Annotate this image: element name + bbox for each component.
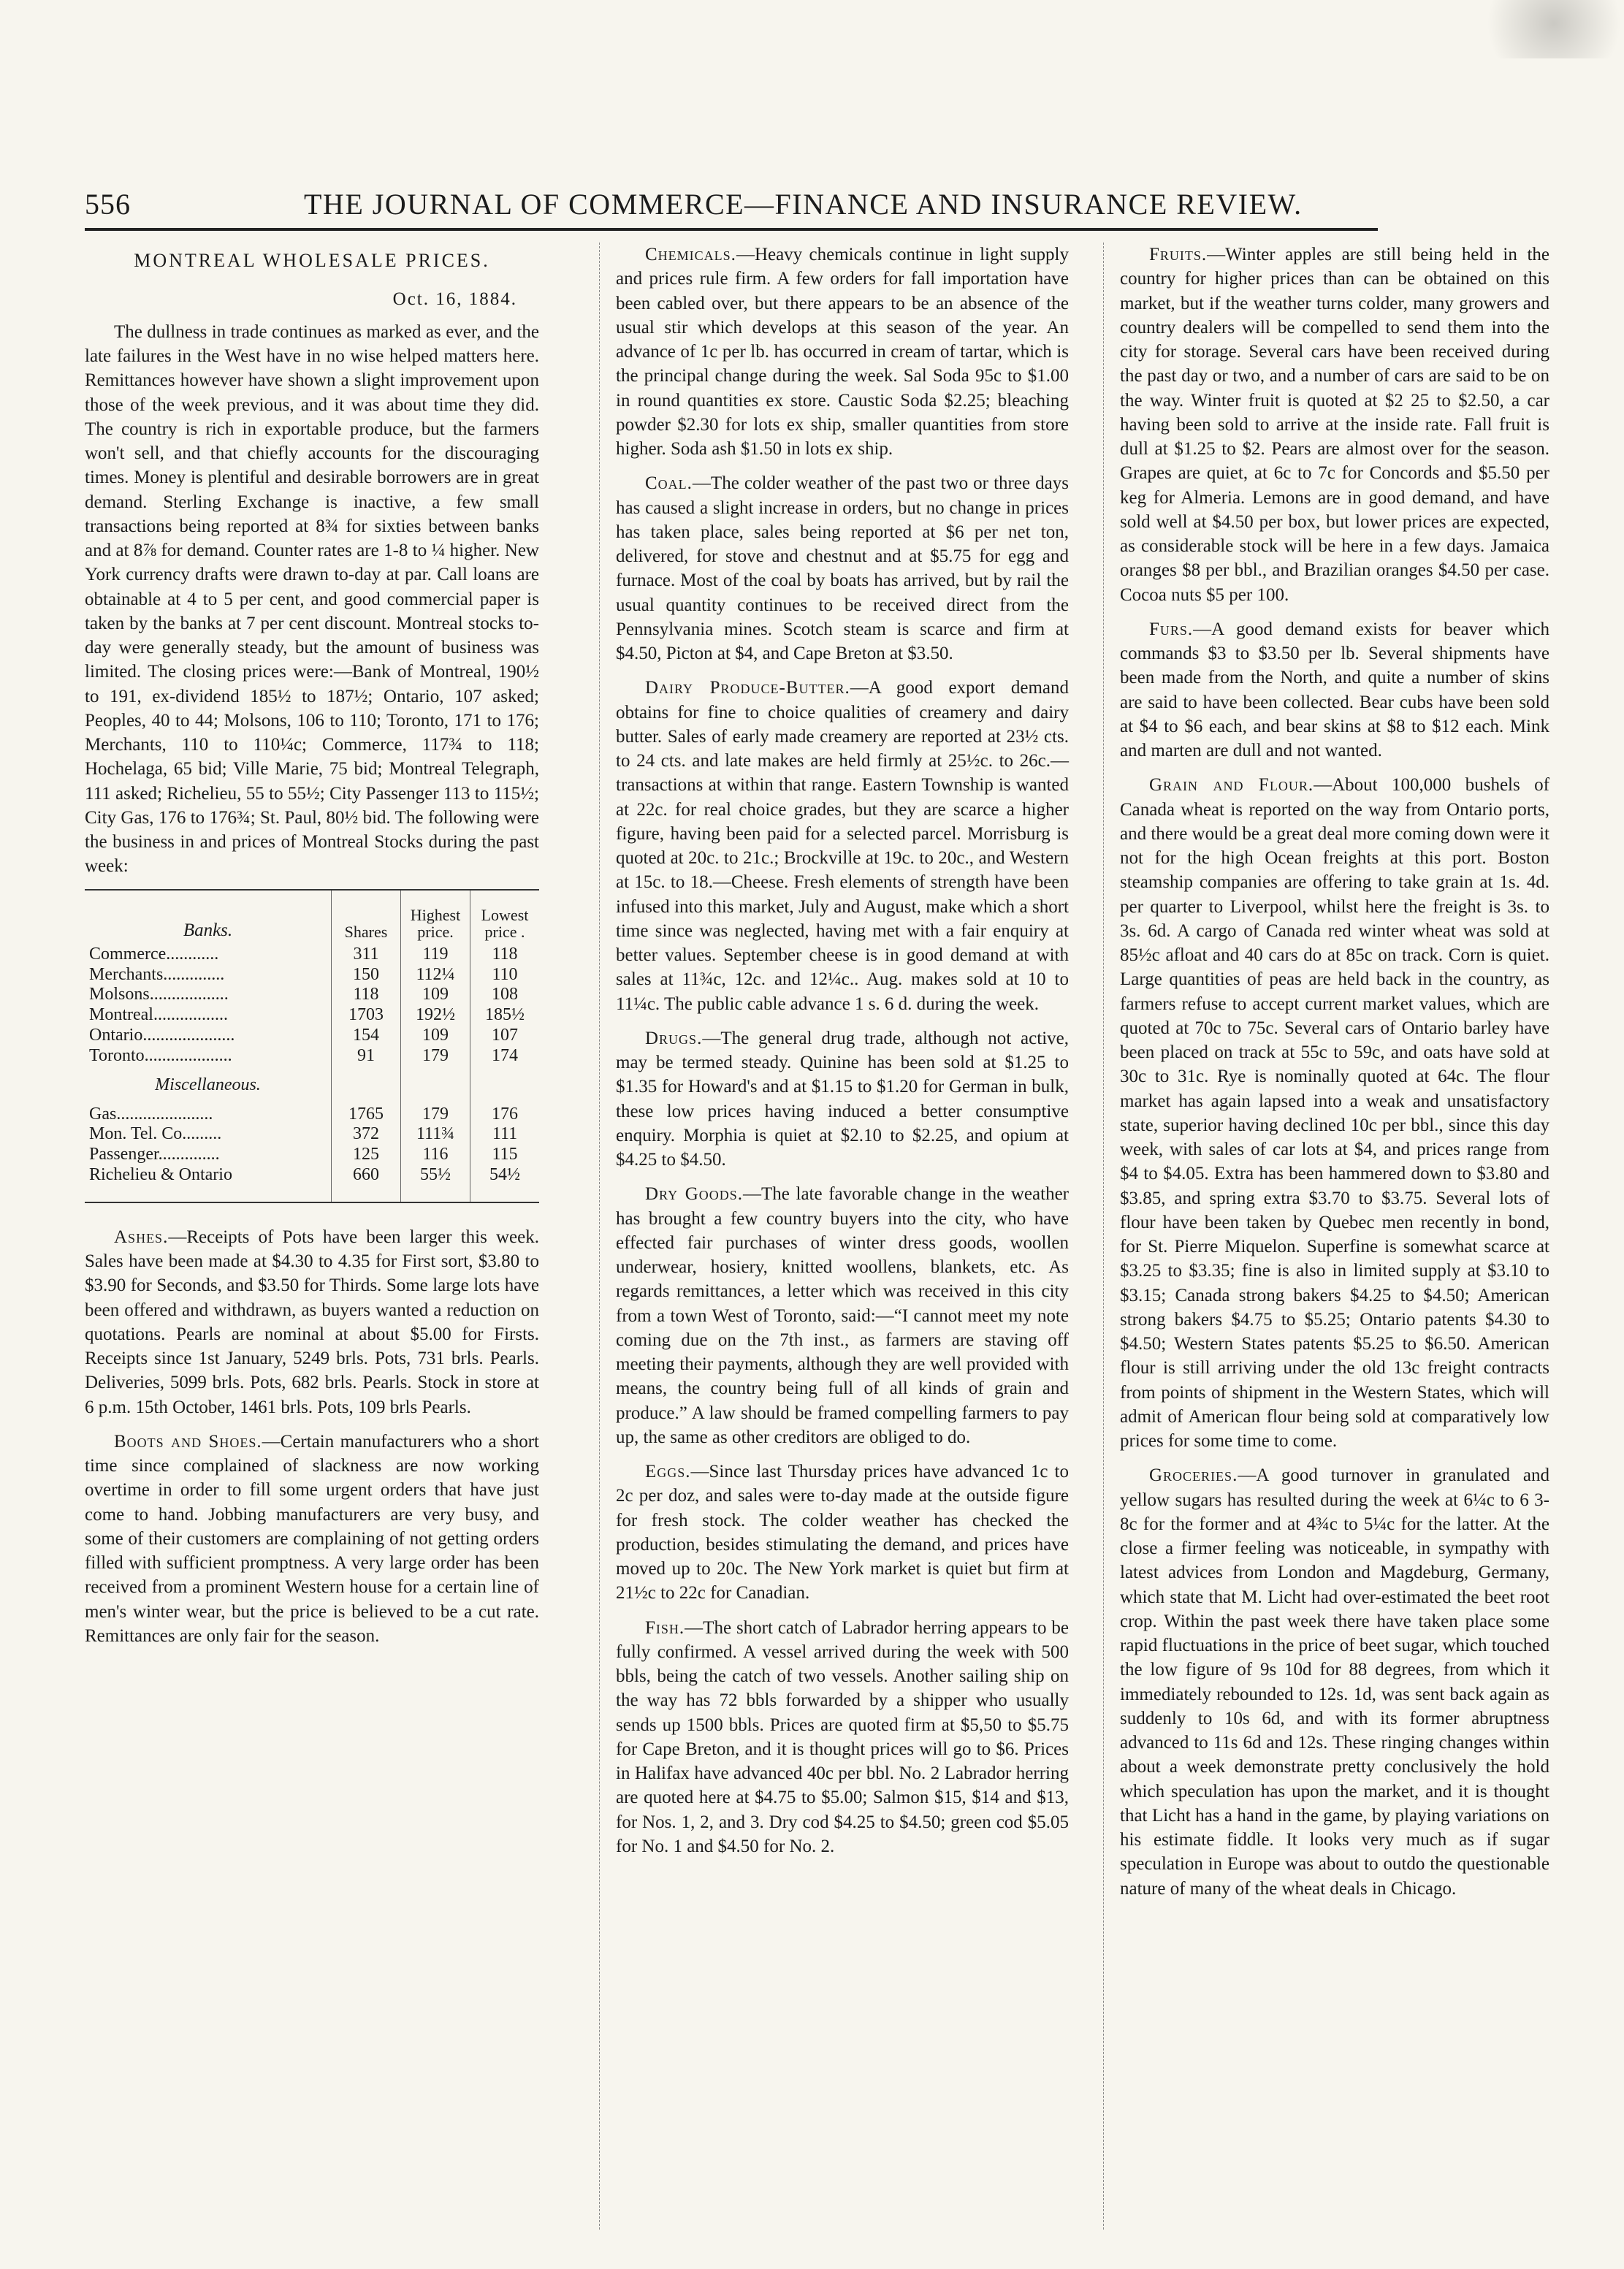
article-date: Oct. 16, 1884. (392, 289, 517, 309)
row-highest: 192½ (401, 1005, 470, 1026)
row-lowest: 54½ (470, 1165, 540, 1186)
row-name: Mon. Tel. Co......... (89, 1124, 222, 1144)
row-highest: 55½ (401, 1165, 470, 1186)
page-number: 556 (85, 188, 131, 221)
section-text: —Receipts of Pots have been larger this week. Sales have been made at $4.30 to 4.35 for First sort, $3.80 to $3.90 for Seconds, and $3.50 for Thirds. Some large lots have been offered and withdrawn, as buyers wanted a reduction on quotations. Pearls are nominal at about $5.00 for Firsts. Receipts since 1st January, 5249 brls. Pots, 731 brls. Pearls. Deliveries, 5099 brls. Pots, 682 brls. Pearls. Stock in store at 6 p.m. 15th October, 1461 brls. Pots, 109 brls Pearls. (85, 1227, 539, 1417)
row-name: Montreal................. (89, 1005, 228, 1025)
row-highest: 179 (401, 1046, 470, 1067)
section-grain-and-flour (1120, 773, 1549, 1453)
row-highest: 109 (401, 985, 470, 1005)
column-1 (85, 243, 539, 1658)
section-groceries (1120, 1463, 1549, 1901)
section-dry-goods (616, 1182, 1069, 1449)
section-text: —Heavy chemicals continue in light supply and prices rule firm. A few orders for fall importation have been cabled over, but there appears to be an absence of the usual stir which develops at this season of the year. An advance of 1c per lb. has occurred in cream of tartar, which is the principal change during the week. Sal Soda 95c to $1.00 in round quantities ex store. Caustic Soda $2.25; bleaching powder $2.30 for lots ex ship, smaller quantities from store higher. Soda ash $1.50 in lots ex ship. (616, 245, 1069, 459)
section-chemicals (616, 243, 1069, 461)
row-shares: 1703 (332, 1005, 401, 1026)
table-row (85, 1165, 539, 1186)
row-lowest: 115 (470, 1145, 540, 1165)
row-shares: 125 (332, 1145, 401, 1165)
row-name: Commerce............ (89, 944, 219, 964)
row-shares: 372 (332, 1124, 401, 1145)
section-head: Grain and Flour. (1149, 775, 1314, 796)
row-lowest: 118 (470, 945, 540, 965)
section-coal (616, 471, 1069, 666)
row-lowest: 110 (470, 965, 540, 985)
row-name: Passenger.............. (89, 1145, 220, 1164)
section-head: Dry Goods. (645, 1184, 744, 1205)
table-row (85, 965, 539, 985)
row-shares: 91 (332, 1046, 401, 1067)
section-text: —A good turnover in granulated and yellow sugars has resulted during the week at 6¼c to 6 3-8c for the former and at 4¾c to 5¼c for the latter. At the close a firmer feeling was noticeable, in sympathy with latest advices from London and Magdeburg, Germany, which state that M. Licht had over-estimated the beet root crop. Within the past week there have taken place some rapid fluctuations in the price of beet sugar, which touched the low figure of 9s 10d for 88 degrees, from which it immediately rebounded to 12s. 1d, was sent back again as suddenly to 10s 6d, and with its former abruptness advanced to 11s 6d and 12s. These ringing changes within about a week demonstrate pretty conclusively the hold which speculation has upon the market, and it is thought that Licht has a hand in the game, by playing variations on his estimate fiddle. It looks very much as if sugar speculation in Europe was about to outdo the questionable nature of many of the wheat deals in Chicago. (1120, 1465, 1549, 1899)
row-name: Molsons.................. (89, 985, 229, 1004)
section-text: —The late favorable change in the weather has brought a few country buyers into the city, who have effected fair purchases of winter dress goods, woollen underwear, hosiery, knitted woollens, blankets, etc. As regards remittances, a letter which was received in this city from a town West of Toronto, said:—“I cannot meet my note coming due on the 7th inst., as farmers are staving off meeting their payments, although they are well provided with means, the country being full of all kinds of grain and produce.” A law should be framed compelling farmers to pay up, the same as other creditors are obliged to do. (616, 1184, 1069, 1447)
column-3 (1103, 243, 1558, 2230)
row-lowest: 111 (470, 1124, 540, 1145)
section-text: —Certain manufacturers who a short time since complained of slackness are now working overtime in order to fill some urgent orders that have just come to hand. Jobbing manufacturers are very busy, and some of their customers are complaining of not getting orders filled with sufficient promptness. A very large order has been received from a prominent Western house for a certain line of men's winter wear, but the price is believed to be a cut rate. Remittances are only fair for the season. (85, 1431, 539, 1646)
row-shares: 150 (332, 965, 401, 985)
section-head: Eggs. (645, 1462, 691, 1481)
intro-paragraph: The dullness in trade continues as marked as ever, and the late failures in the West have in no wise helped matters here. Remittances however have shown a slight improvement upon those of the week previous, and it was about time they did. The country is rich in exportable produce, but the farmers won't sell, and that chiefly accounts for the discouraging times. Money is plentiful and desirable borrowers are in great demand. Sterling Exchange is inactive, a few small transactions being reported at 8¾ for sixties between banks and at 8⅞ for demand. Counter rates are 1-8 to ¼ higher. New York currency drafts were drawn to-day at par. Call loans are obtainable at 4 to 5 per cent, and good commercial paper is taken by the banks at 7 per cent discount. Montreal stocks to-day were generally steady, but the amount of business was limited. The closing prices were:—Bank of Montreal, 190½ to 191, ex-dividend 185½ to 187½; Ontario, 107 asked; Peoples, 40 to 44; Molsons, 106 to 110; Toronto, 171 to 176; Merchants, 110 to 110¼c; Commerce, 117¾ to 118; Hochelaga, 65 bid; Ville Marie, 75 bid; Montreal Telegraph, 111 asked; Richelieu, 55 to 55½; City Passenger 113 to 115½; City Gas, 176 to 176¾; St. Paul, 80½ bid. The following were the business in and prices of Montreal Stocks during the past week: (85, 321, 539, 877)
section-head: Chemicals. (645, 245, 736, 264)
section-text: —Winter apples are still being held in the country for higher prices than can be obtained on this market, but if the weather turns colder, many growers and country dealers will be compelled to send them into the city for storage. Several cars have been received during the past day or two, and a number of cars are said to be on the way. Winter fruit is quoted at $2 25 to $2.50, a car having been sold to arrive at the inside rate. Fall fruit is dull at $1.25 to $2. Pears are almost over for the season. Grapes are quiet, at 6c to 7c for Concords and $5.50 per keg for Almeria. Lemons are in good demand, and have sold well at $4.50 per box, but lower prices are expected, as considerable stock will be here in a few days. Jamaica oranges $8 per bbl., and Brazilian oranges $4.50 per case. Cocoa nuts $5 per 100. (1120, 245, 1549, 605)
row-name: Richelieu & Ontario (89, 1165, 232, 1185)
page-header (85, 187, 1378, 231)
row-name: Ontario..................... (89, 1026, 235, 1045)
row-lowest: 108 (470, 985, 540, 1005)
row-highest: 111¾ (401, 1124, 470, 1145)
section-drugs (616, 1026, 1069, 1172)
table-subheading-row (85, 1067, 539, 1105)
row-name: Merchants.............. (89, 964, 225, 984)
section-text: —Since last Thursday prices have advanced 1c to 2c per doz, and sales were to-day made at the outside figure for fresh stock. The colder weather has checked the production, besides stimulating the demand, and prices have moved up to 20c. The New York market is quiet but firm at 21½c to 22c for Canadian. (616, 1462, 1069, 1603)
section-dairy-produce (616, 676, 1069, 1016)
row-shares: 311 (332, 945, 401, 965)
section-head: Groceries. (1149, 1465, 1238, 1486)
journal-title: THE JOURNAL OF COMMERCE—FINANCE AND INSURANCE REVIEW. (304, 188, 1303, 221)
row-highest: 112¼ (401, 965, 470, 985)
column-2 (599, 243, 1076, 2230)
table-header-shares: Shares (332, 890, 401, 945)
section-text: —The general drug trade, although not active, may be termed steady. Quinine has been sold at $1.25 to $1.35 for Howard's and at $1.15 to $1.20 for German in bulk, these low prices having induced a better consumptive enquiry. Morphia is quiet at $2.10 to $2.25, and opium at $4.25 to $4.50. (616, 1028, 1069, 1170)
section-head: Dairy Produce-Butter. (645, 678, 850, 698)
row-shares: 118 (332, 985, 401, 1005)
row-highest: 119 (401, 945, 470, 965)
table-row (85, 1105, 539, 1125)
section-head: Fruits. (1149, 245, 1208, 264)
section-text: —The short catch of Labrador herring appears to be fully confirmed. A vessel arrived during the week with 500 bbls, being the catch of two vessels. Another sailing ship on the way has 72 bbls forwarded by a shipper who usually sends up 1500 bbls. Prices are quoted firm at $5,50 to $5.75 for Cape Breton, and it is thought prices will go to $6. Prices in Halifax have advanced 40c per bbl. No. 2 Labrador herring are quoted here at $4.75 to $5.00; Salmon $15, $14 and $13, for Nos. 1, 2, and 3. Dry cod $4.25 to $4.50; green cod $5.05 for No. 1 and $4.50 for No. 2. (616, 1617, 1069, 1856)
table-header-highest: Highest price. (401, 890, 470, 945)
article-title: MONTREAL WHOLESALE PRICES. (134, 250, 490, 271)
section-head: Fish. (645, 1617, 685, 1638)
row-highest: 109 (401, 1026, 470, 1046)
section-head: Coal. (645, 473, 693, 494)
section-text: —A good demand exists for beaver which commands $3 to $3.50 per lb. Several shipments have been made from the North, and quite a number of skins are said to have been collected. Bear cubs have been sold at $4 to $6 each, and bear skins at $8 to $12 each. Mink and marten are dull and not wanted. (1120, 619, 1549, 760)
section-eggs (616, 1460, 1069, 1606)
row-name: Toronto.................... (89, 1045, 232, 1065)
table-row (85, 985, 539, 1005)
table-row (85, 1145, 539, 1165)
row-name: Gas...................... (89, 1104, 213, 1124)
section-head: Ashes. (114, 1227, 169, 1247)
row-shares: 1765 (332, 1105, 401, 1125)
misc-label: Miscellaneous. (155, 1075, 261, 1094)
section-text: —A good export demand obtains for fine to choice qualities of creamery and dairy butter. Sales of early made creamery are reported at 23½ cts. to 24 cts. and late makes are held firmly at 25½c. to 26c.—transactions at within that range. Eastern Township is wanted at 22c. for real choice grades, but they are scarce a higher figure, having been paid for a selected parcel. Morrisburg is quoted at 20c. to 21c.; Brockville at 19c. to 20c., and Western at 15c. to 18.—Cheese. Fresh elements of strength have been infused into this market, July and August, make which a short time since was neglected, having met with a fair enquiry at better values. September cheese is in good demand at with sales at 11¾c, 12c. and 12¼c.. Aug. makes sold at 10 to 11¼c. The public cable advance 1 s. 6 d. during the week. (616, 678, 1069, 1014)
row-shares: 660 (332, 1165, 401, 1186)
section-text: —About 100,000 bushels of Canada wheat is reported on the way from Ontario ports, and there would be a great deal more coming down were it not for the high Ocean freights at this port. Boston steamship companies are offering to take grain at 1s. 4d. per quarter to Liverpool, whilst here the freight is 3s. to 3s. 6d. A cargo of Canada red winter wheat was sold at 85½c afloat and 40 cars do at 85c on track. Corn is quiet. Large quantities of peas are held back in the country, as farmers refuse to accept current market values, which are quoted at 70c to 75c. Several cars of Ontario barley have been placed on track at 55c to 59c, and oats have sold at 30c to 31c. Rye is nominally quoted at 64c. The flour market has again lapsed into a weak and unsatisfactory state, superior having declined 10c per bbl., since this day week, with sales of car lots at $4, and prices range from $4 to $4.05. Extra has been hammered down to $3.80 and $3.85, and spring extra $3.70 to $3.75. Several lots of flour have been taken by Quebec men recently in bond, for St. Pierre Miquelon. Superfine is somewhat scarce at $3.25 to $3.35; fine is also in limited supply at $3.10 to $3.15; Canada strong bakers $4.25 to $4.50; American strong bakers $4.75 to $5.25; Ontario patents $4.30 to $4.50; Western States patents $5.25 to $6.50. American flour is still arriving under the old 13c freight contracts from points of shipment in the Western States, which will admit of American flour being sold at comparatively low prices for some time to come. (1120, 775, 1550, 1451)
row-lowest: 176 (470, 1105, 540, 1125)
row-shares: 154 (332, 1026, 401, 1046)
section-ashes (85, 1225, 539, 1419)
section-head: Furs. (1149, 619, 1194, 639)
row-lowest: 174 (470, 1046, 540, 1067)
print-smudge (1449, 0, 1624, 58)
table-row (85, 1124, 539, 1145)
section-fish (616, 1616, 1069, 1859)
table-row (85, 1005, 539, 1026)
row-highest: 179 (401, 1105, 470, 1125)
section-head: Drugs. (645, 1028, 703, 1048)
table-row (85, 1046, 539, 1067)
row-lowest: 107 (470, 1026, 540, 1046)
section-text: —The colder weather of the past two or three days has caused a slight increase in orders, but no change in prices has taken place, sales being reported at $6 per net ton, delivered, for stove and chestnut and at $5.75 for egg and furnace. Most of the coal by boats has arrived, but by rail the usual quantity continues to be received direct from the Pennsylvania mines. Scotch steam is scarce and firm at $4.50, Picton at $4, and Cape Breton at $3.50. (616, 473, 1069, 663)
table-header-name: Banks. (183, 920, 233, 940)
table-row (85, 1026, 539, 1046)
section-furs (1120, 617, 1549, 763)
row-lowest: 185½ (470, 1005, 540, 1026)
stock-table (85, 889, 539, 1203)
section-head: Boots and Shoes. (114, 1431, 262, 1452)
row-highest: 116 (401, 1145, 470, 1165)
section-fruits (1120, 243, 1549, 607)
table-header-lowest: Lowest price . (470, 890, 540, 945)
section-boots-and-shoes (85, 1430, 539, 1648)
table-row (85, 945, 539, 965)
